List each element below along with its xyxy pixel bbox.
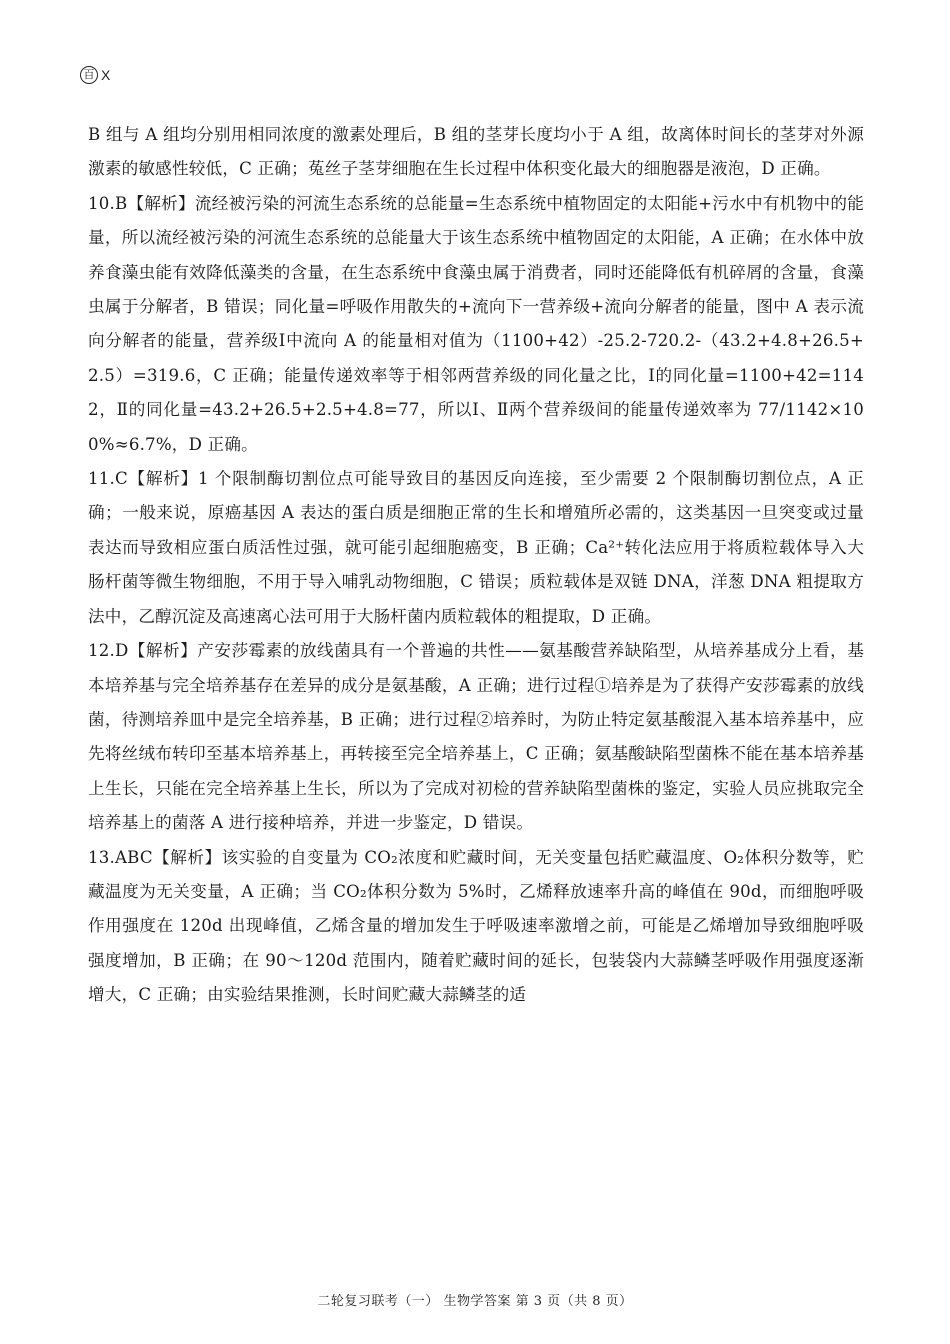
paragraph-q10: 10.B【解析】流经被污染的河流生态系统的总能量=生态系统中植物固定的太阳能+污水中有机物中的能量，所以流经被污染的河流生态系统的总能量大于该生态系统中植物固定的太阳能，A 正确；在水体中放养食藻虫能有效降低藻类的含量，在生态系统中食藻虫属于消费者，同时还能降低有机碎屑的含量，食藻虫属于分解者，B 错误；同化量=呼吸作用散失的+流向下一营养级+流向分解者的能量，图中 A 表示流向分解者的能量，营养级Ⅰ中流向 A 的能量相对值为（1100+42）-25.2-720.2-（43.2+4.8+26.5+2.5）=319.6，C 正确；能量传递效率等于相邻两营养级的同化量之比，Ⅰ的同化量=1100+42=1142，Ⅱ的同化量=43.2+26.5+2.5+4.8=77，所以Ⅰ、Ⅱ两个营养级间的能量传递效率为 77/1142×100%≈6.7%，D 正确。 [88, 193, 864, 454]
page-footer: 二轮复习联考（一） 生物学答案 第 3 页（共 8 页） [317, 1294, 633, 1309]
paragraph-q9-continued: B 组与 A 组均分别用相同浓度的激素处理后，B 组的茎芽长度均小于 A 组，故离体时间长的茎芽对外源激素的敏感性较低，C 正确；菟丝子茎芽细胞在生长过程中体积变化最大的细胞器是液泡，D 正确。 [88, 125, 864, 179]
answer-content [88, 118, 864, 1013]
paragraph-q13: 13.ABC【解析】该实验的自变量为 CO₂浓度和贮藏时间，无关变量包括贮藏温度、O₂体积分数等，贮藏温度为无关变量，A 正确；当 CO₂体积分数为 5%时，乙烯释放速率升高的峰值在 90d，而细胞呼吸作用强度在 120d 出现峰值，乙烯含量的增加发生于呼吸速率激增之前，可能是乙烯增加导致细胞呼吸强度增加，B 正确；在 90～120d 范围内，随着贮藏时间的延长，包装袋内大蒜鳞茎呼吸作用强度逐渐增大，C 正确；由实验结果推测，长时间贮藏大蒜鳞茎的适 [88, 847, 864, 1005]
circle-logo-icon: 百 [80, 66, 98, 84]
paragraph-q12: 12.D【解析】产安莎霉素的放线菌具有一个普遍的共性——氨基酸营养缺陷型，从培养基成分上看，基本培养基与完全培养基存在差异的成分是氨基酸，A 正确；进行过程①培养是为了获得产安莎霉素的放线菌，待测培养皿中是完全培养基，B 正确；进行过程②培养时，为防止特定氨基酸混入基本培养基中，应先将丝绒布转印至基本培养基上，再转接至完全培养基上，C 正确；氨基酸缺陷型菌株不能在基本培养基上生长，只能在完全培养基上生长，所以为了完成对初检的营养缺陷型菌株的鉴定，实验人员应挑取完全培养基上的菌落 A 进行接种培养，并进一步鉴定，D 错误。 [88, 641, 864, 833]
paragraph-q11: 11.C【解析】1 个限制酶切割位点可能导致目的基因反向连接，至少需要 2 个限制酶切割位点，A 正确；一般来说，原癌基因 A 表达的蛋白质是细胞正常的生长和增殖所必需的，这类基因一旦突变或过量表达而导致相应蛋白质活性过强，就可能引起细胞癌变，B 正确；Ca²⁺转化法应用于将质粒载体导入大肠杆菌等微生物细胞，不用于导入哺乳动物细胞，C 错误；质粒载体是双链 DNA，洋葱 DNA 粗提取方法中，乙醇沉淀及高速离心法可用于大肠杆菌内质粒载体的粗提取，D 正确。 [88, 469, 864, 626]
header-mark-suffix: X [101, 67, 111, 83]
header-watermark-logo [80, 66, 110, 84]
